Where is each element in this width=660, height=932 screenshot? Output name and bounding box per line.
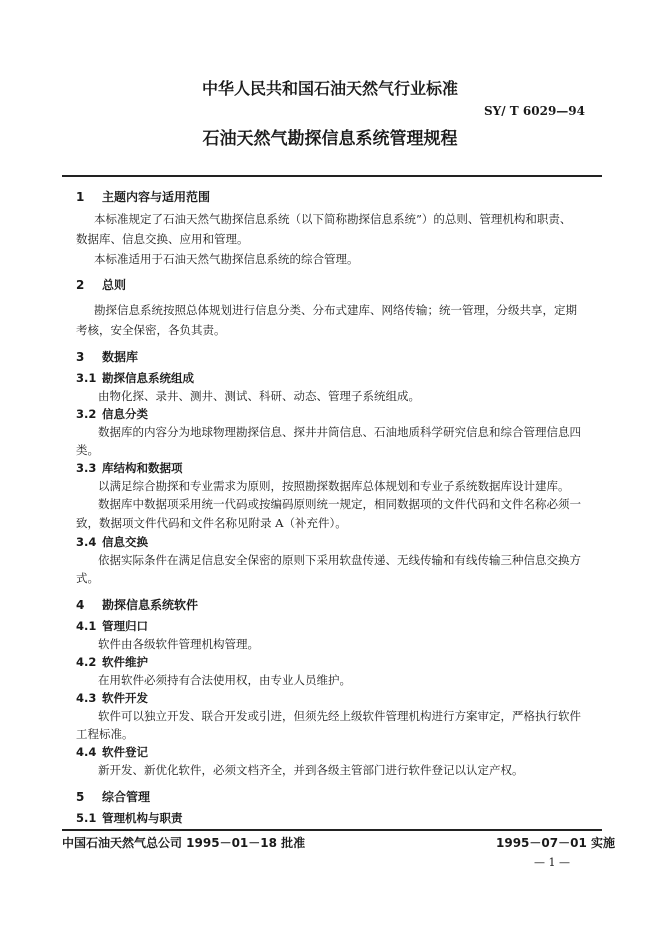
section-5-1-heading: 5.1 管理机构与职责 bbox=[76, 811, 183, 825]
section-3-4-para-cont: 式。 bbox=[76, 571, 99, 585]
approval-line: 中国石油天然气总公司 1995－01－18 批准 bbox=[62, 836, 306, 850]
section-4-4-heading: 4.4 软件登记 bbox=[76, 745, 148, 759]
section-1-para-1: 本标准规定了石油天然气勘探信息系统（以下简称勘探信息系统”）的总则、管理机构和职责、 bbox=[94, 212, 572, 226]
section-1-para-2: 本标准适用于石油天然气勘探信息系统的综合管理。 bbox=[94, 252, 359, 266]
section-4-1-para: 软件由各级软件管理机构管理。 bbox=[98, 637, 259, 651]
standard-code: SY/ T 6029—94 bbox=[484, 104, 585, 118]
section-1-heading: 1 主题内容与适用范围 bbox=[76, 190, 211, 204]
header-rule bbox=[62, 175, 602, 177]
section-3-1-heading: 3.1 勘探信息系统组成 bbox=[76, 371, 194, 385]
implementation-date: 1995－07－01 实施 bbox=[496, 836, 615, 850]
section-4-heading: 4 勘探信息系统软件 bbox=[76, 598, 199, 612]
section-2-para-cont: 考核，安全保密，各负其责。 bbox=[76, 323, 226, 337]
section-4-3-heading: 4.3 软件开发 bbox=[76, 691, 148, 705]
page-number: — 1 — bbox=[534, 856, 570, 869]
section-4-1-heading: 4.1 管理归口 bbox=[76, 619, 148, 633]
section-3-4-heading: 3.4 信息交换 bbox=[76, 535, 148, 549]
section-2-heading: 2 总则 bbox=[76, 278, 127, 292]
section-3-3-para-2: 数据库中数据项采用统一代码或按编码原则统一规定，相同数据项的文件代码和文件名称必须一 bbox=[98, 497, 581, 511]
section-4-3-para: 软件可以独立开发、联合开发或引进，但须先经上级软件管理机构进行方案审定，严格执行软件 bbox=[98, 709, 581, 723]
section-3-heading: 3 数据库 bbox=[76, 350, 139, 364]
section-4-2-para: 在用软件必须持有合法使用权，由专业人员维护。 bbox=[98, 673, 351, 687]
section-5-heading: 5 综合管理 bbox=[76, 790, 151, 804]
section-3-3-para-2-cont: 致，数据项文件代码和文件名称见附录 A（补充件）。 bbox=[76, 516, 347, 530]
section-1-para-1-cont: 数据库、信息交换、应用和管理。 bbox=[76, 232, 249, 246]
section-4-3-para-cont: 工程标准。 bbox=[76, 727, 134, 741]
section-3-4-para: 依据实际条件在满足信息安全保密的原则下采用软盘传递、无线传输和有线传输三种信息交换方 bbox=[98, 553, 581, 567]
document-title: 石油天然气勘探信息系统管理规程 bbox=[202, 129, 458, 149]
section-4-2-heading: 4.2 软件维护 bbox=[76, 655, 148, 669]
section-3-2-heading: 3.2 信息分类 bbox=[76, 407, 148, 421]
footer-rule bbox=[62, 829, 602, 831]
section-3-3-heading: 3.3 库结构和数据项 bbox=[76, 461, 183, 475]
section-4-4-para: 新开发、新优化软件，必须文档齐全，并到各级主管部门进行软件登记以认定产权。 bbox=[98, 763, 524, 777]
section-3-3-para-1: 以满足综合勘探和专业需求为原则，按照勘探数据库总体规划和专业子系统数据库设计建库。 bbox=[98, 479, 570, 493]
section-2-para: 勘探信息系统按照总体规划进行信息分类、分布式建库、网络传输；统一管理，分级共享，定期 bbox=[94, 303, 577, 317]
section-3-1-para: 由物化探、录井、测井、测试、科研、动态、管理子系统组成。 bbox=[98, 389, 420, 403]
standard-org: 中华人民共和国石油天然气行业标准 bbox=[201, 79, 458, 98]
section-3-2-para: 数据库的内容分为地球物理勘探信息、探井井筒信息、石油地质科学研究信息和综合管理信息四 bbox=[98, 425, 581, 439]
section-3-2-para-cont: 类。 bbox=[76, 443, 99, 457]
